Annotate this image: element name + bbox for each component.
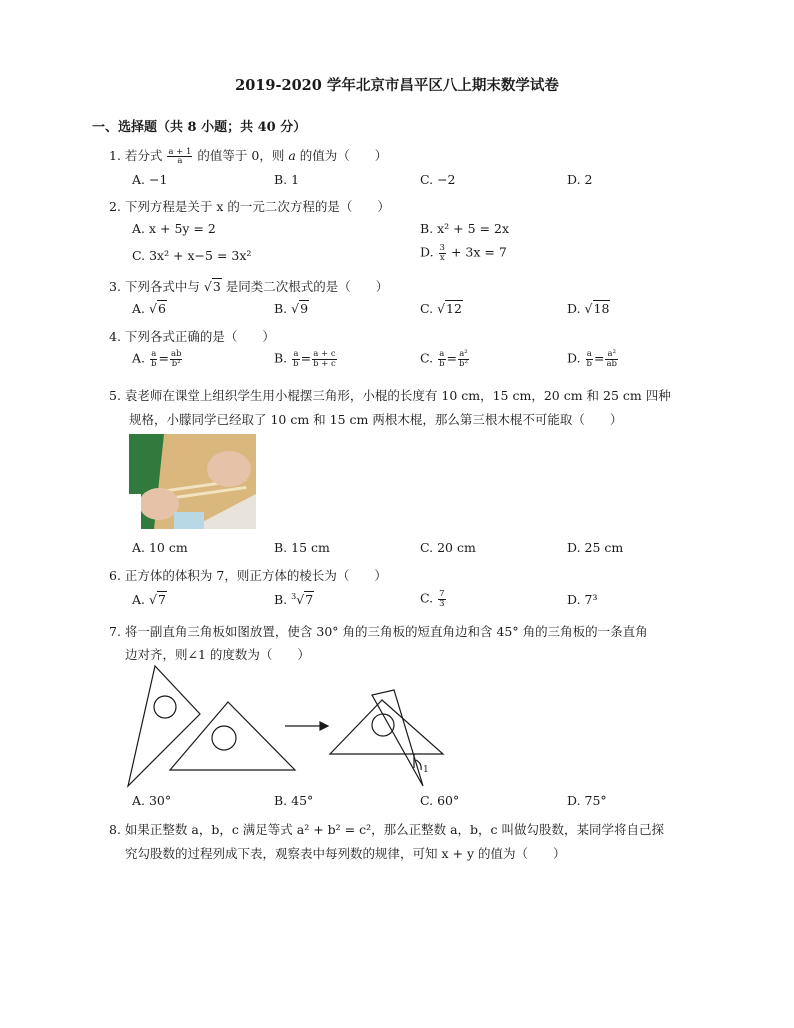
q1-stem-pre: 1. 若分式 [109, 148, 163, 163]
q6-a-sqrt: √7 [149, 592, 166, 607]
page-title: 2019-2020 学年北京市昌平区八上期末数学试卷 [235, 77, 559, 94]
q4-d-left [586, 350, 593, 368]
q7-option-c: C. 60° [420, 793, 460, 808]
q4-option-b: B. $\frac{a}{b}$ = $\frac{a + c}{b + c}$ [274, 349, 336, 369]
q3-stem-post: 是同类二次根式的是（ ） [225, 279, 389, 294]
q3-stem-pre: 3. 下列各式中与 [109, 279, 200, 294]
q3-option-d [567, 301, 610, 316]
question-4-stem: 4. 下列各式正确的是（ ） [109, 329, 275, 344]
q4-a-lnum: a [151, 349, 157, 359]
q7-option-a: A. 30° [132, 793, 172, 808]
q4-d-rnum: a² [605, 350, 618, 360]
q3-b-sqrt: √9 [291, 301, 309, 316]
q2-option-d-rest: + 3x = 7 [450, 244, 507, 260]
q3-stem-radicand: 3 [212, 279, 221, 294]
q2-d-den: x [439, 252, 445, 263]
q2-option-d-fraction [439, 244, 446, 262]
q4-b-rnum: a + c [313, 349, 336, 359]
q4-a-left [150, 350, 157, 368]
triangle-right-hole [372, 714, 394, 736]
q4-c-lden: b [439, 358, 445, 369]
q4-option-c: C. $\frac{a}{b}$ = $\frac{\text{a²}}{\text{b²}}$ [420, 349, 468, 369]
q7-option-d: D. 75° [567, 793, 607, 808]
q2-option-d-label: D. [420, 244, 434, 260]
q4-b-lden: b [293, 358, 299, 369]
q2-d-num: 3 [439, 243, 445, 253]
question-5-line-1: 5. 袁老师在课堂上组织学生用小棍摆三角形，小棍的长度有 10 cm，15 cm，20 cm 和 25 cm 四种 [109, 388, 671, 403]
q4-option-d: D. $\frac{a}{b}$ = $\frac{\text{a²}}{ab}$ [567, 349, 617, 369]
question-8-line-2: 究勾股数的过程列成下表，观察表中每列数的规律，可知 x + y 的值为（ ） [125, 846, 566, 861]
q1-option-c: C. −2 [420, 172, 456, 187]
q4-b-left [292, 350, 299, 368]
q3-c-label: C. [420, 301, 434, 316]
q7-option-b: B. 45° [274, 793, 314, 808]
question-6-stem: 6. 正方体的体积为 7，则正方体的棱长为（ ） [109, 568, 387, 583]
q3-a-sqrt: √6 [149, 301, 166, 316]
sticks-photo [129, 434, 256, 529]
q1-frac-den: a [177, 156, 183, 166]
q1-frac-num: a + 1 [168, 146, 192, 157]
q4-a-right [170, 350, 183, 368]
q2-option-c: C. 3x² + x−5 = 3x² [132, 248, 252, 263]
q4-c-left [438, 350, 445, 368]
q2-option-a: A. x + 5y = 2 [132, 221, 216, 236]
sticks-photo-illustration [129, 434, 256, 529]
question-7-line-1: 7. 将一副直角三角板如图放置，使含 30° 角的三角板的短直角边和含 45° 角的三角板的一条直角 [109, 624, 648, 639]
q6-option-d: D. 7³ [567, 592, 598, 607]
question-5-line-2: 规格，小朦同学已经取了 10 cm 和 15 cm 两根木棍，那么第三根木棍不可能取（ ） [129, 412, 623, 427]
triangle-30-left-hole [154, 696, 176, 718]
q3-d-sqrt: √18 [584, 301, 610, 316]
q3-a-label: A. [132, 301, 146, 316]
q4-d-lnum: a [586, 349, 592, 359]
triangle-boards-figure [120, 662, 450, 792]
q6-c-den: 3 [439, 598, 445, 609]
q4-c-rnum: a² [459, 349, 468, 359]
q4-c-right [458, 350, 469, 368]
q1-stem-post: 的值等于 0，则 [197, 148, 285, 163]
question-7-line-2: 边对齐，则∠1 的度数为（ ） [125, 647, 310, 662]
q6-b-cuberoot: $^3$√7 [291, 592, 314, 608]
triangle-45-right [330, 700, 443, 754]
triangle-45-left-hole [212, 726, 236, 750]
q4-d-rden: ab [606, 358, 617, 369]
q2-option-d [420, 244, 507, 262]
q6-b-label: B. [274, 592, 288, 608]
q4-b-label: B. [274, 350, 288, 366]
q4-c-lnum: a [439, 349, 445, 359]
q4-b-right [312, 350, 337, 368]
q1-option-a: A. −1 [132, 172, 168, 187]
q6-c-num: 7 [439, 589, 445, 599]
triangle-30-left [128, 666, 200, 786]
q4-d-right [605, 350, 618, 368]
q4-a-lden: b [151, 358, 157, 369]
q5-option-c: C. 20 cm [420, 540, 476, 555]
q4-c-label: C. [420, 350, 434, 366]
q5-option-d: D. 25 cm [567, 540, 624, 555]
q3-c-radicand: 12 [446, 301, 462, 316]
question-2-stem: 2. 下列方程是关于 x 的一元二次方程的是（ ） [109, 199, 390, 214]
q6-c-label: C. [420, 590, 434, 606]
q3-a-radicand: 6 [157, 301, 166, 316]
q3-stem-sqrt: √3 [203, 279, 221, 294]
q4-d-lden: b [586, 358, 592, 369]
q3-d-label: D. [567, 301, 581, 316]
q6-c-fraction [438, 590, 445, 608]
question-3-stem [109, 277, 388, 295]
q1-var: a [288, 148, 296, 163]
angle-1-label: 1 [423, 765, 429, 775]
triangle-45-left [170, 702, 295, 770]
q4-a-rnum: ab [170, 349, 182, 359]
triangle-30-right [372, 690, 423, 786]
q4-a-rden: b² [171, 358, 181, 369]
q5-option-a: A. 10 cm [132, 540, 188, 555]
q3-c-sqrt: √12 [437, 301, 462, 316]
q4-c-rden: b² [459, 358, 468, 369]
question-1-stem [109, 146, 387, 166]
q4-b-lnum: a [293, 349, 299, 359]
question-8-line-1: 8. 如果正整数 a，b，c 满足等式 a² + b² = c²，那么正整数 a，b，c 叫做勾股数，某同学将自己探 [109, 822, 665, 837]
q4-b-rden: b + c [313, 358, 336, 369]
q2-option-b: B. x² + 5 = 2x [420, 221, 509, 236]
q6-option-b [274, 592, 314, 607]
q1-fraction [167, 148, 192, 166]
q3-b-label: B. [274, 301, 288, 316]
q3-d-radicand: 18 [593, 301, 610, 316]
q4-d-label: D. [567, 350, 581, 366]
q6-a-radicand: 7 [157, 592, 166, 607]
q3-option-a [132, 301, 167, 316]
q4-option-a: A. $\frac{a}{b}$ = $\frac{ab}{\text{b²}}$ [132, 349, 182, 369]
q4-a-label: A. [132, 350, 146, 366]
q3-option-b [274, 301, 309, 316]
q5-option-b: B. 15 cm [274, 540, 330, 555]
q6-b-index: 3 [291, 592, 297, 601]
q1-option-b: B. 1 [274, 172, 300, 187]
q3-option-c [420, 301, 463, 316]
section-heading: 一、选择题（共 8 小题；共 40 分） [92, 120, 307, 135]
arrow-head [320, 722, 328, 730]
q1-stem-end: 的值为（ ） [299, 148, 388, 163]
q6-a-label: A. [132, 592, 146, 607]
q6-b-radicand: 7 [305, 592, 314, 608]
triangle-diagram [120, 662, 450, 792]
q1-option-d: D. 2 [567, 172, 593, 187]
q6-option-a [132, 592, 167, 607]
q3-b-radicand: 9 [300, 301, 309, 316]
q6-option-c [420, 590, 447, 608]
